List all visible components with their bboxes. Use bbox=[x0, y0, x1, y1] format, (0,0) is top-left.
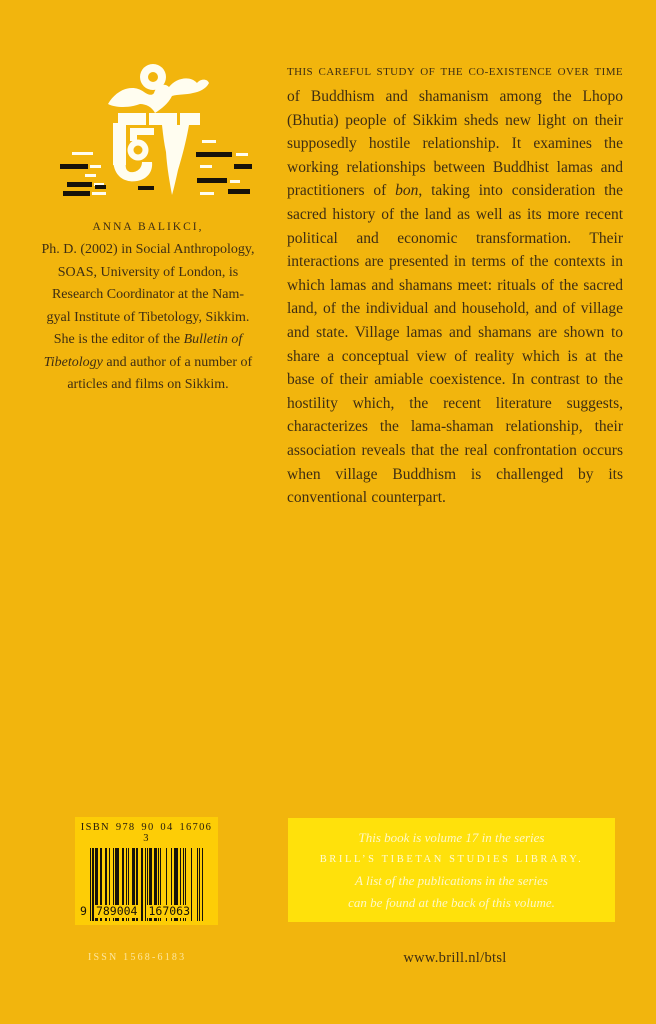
barcode-digit-lead: 9 bbox=[80, 904, 87, 918]
barcode-digit-group2: 167063 bbox=[148, 904, 191, 918]
isbn-barcode-block bbox=[75, 817, 218, 925]
series-note bbox=[288, 818, 615, 922]
author-bio bbox=[24, 216, 272, 397]
publisher-url: www.brill.nl/btsl bbox=[403, 950, 507, 966]
barcode-digits bbox=[79, 905, 214, 918]
author-name: ANNA BALIKCI, bbox=[92, 221, 204, 233]
issn-label: ISSN 1568-6183 bbox=[88, 952, 187, 963]
blurb-body: of Buddhism and shamanism among the Lhopo (Bhutia) people of Sikkim sheds new light on their supposedly hostile relationship. It examines the working relationships between Buddhist lamas and practitioners of bon, taking into consideration the sacred history of the land as well as its more recent political and economic transformation. Their interactions are presented in terms of the contexts in which lamas and shamans meet: rituals of the sacred land, of the individual and household, and of village and state. Village lamas and shamans are shown to share a conceptual view of reality which is at the base of their amiable coexistence. In contrast to the hostility which, the recent literature suggests, characterizes the lama-shaman relationship, their association reveals that the real confrontation occurs when village Buddhism is challenged by its conventional counterpart. bbox=[287, 88, 624, 507]
book-description bbox=[287, 61, 623, 510]
series-note-text: This book is volume 17 in the series BRILL’S TIBETAN STUDIES LIBRARY. A list of the publications in the series can be found at the back of this volume. bbox=[319, 830, 584, 910]
blurb-lead-line: THIS CAREFUL STUDY OF THE CO-EXISTENCE OVER TIME bbox=[287, 66, 623, 78]
author-bio-text: Ph. D. (2002) in Social Anthropology, SOAS, University of London, is Research Coordinator at the Nam- gyal Institute of Tibetology, Sikkim. She is the editor of the Bulletin of Tibetology and author of a number of articles and films on Sikkim. bbox=[41, 242, 255, 392]
tibetan-om-logo bbox=[40, 52, 260, 200]
isbn-label: ISBN 978 90 04 16706 3 bbox=[80, 822, 213, 844]
barcode-digit-group1: 789004 bbox=[95, 904, 138, 918]
